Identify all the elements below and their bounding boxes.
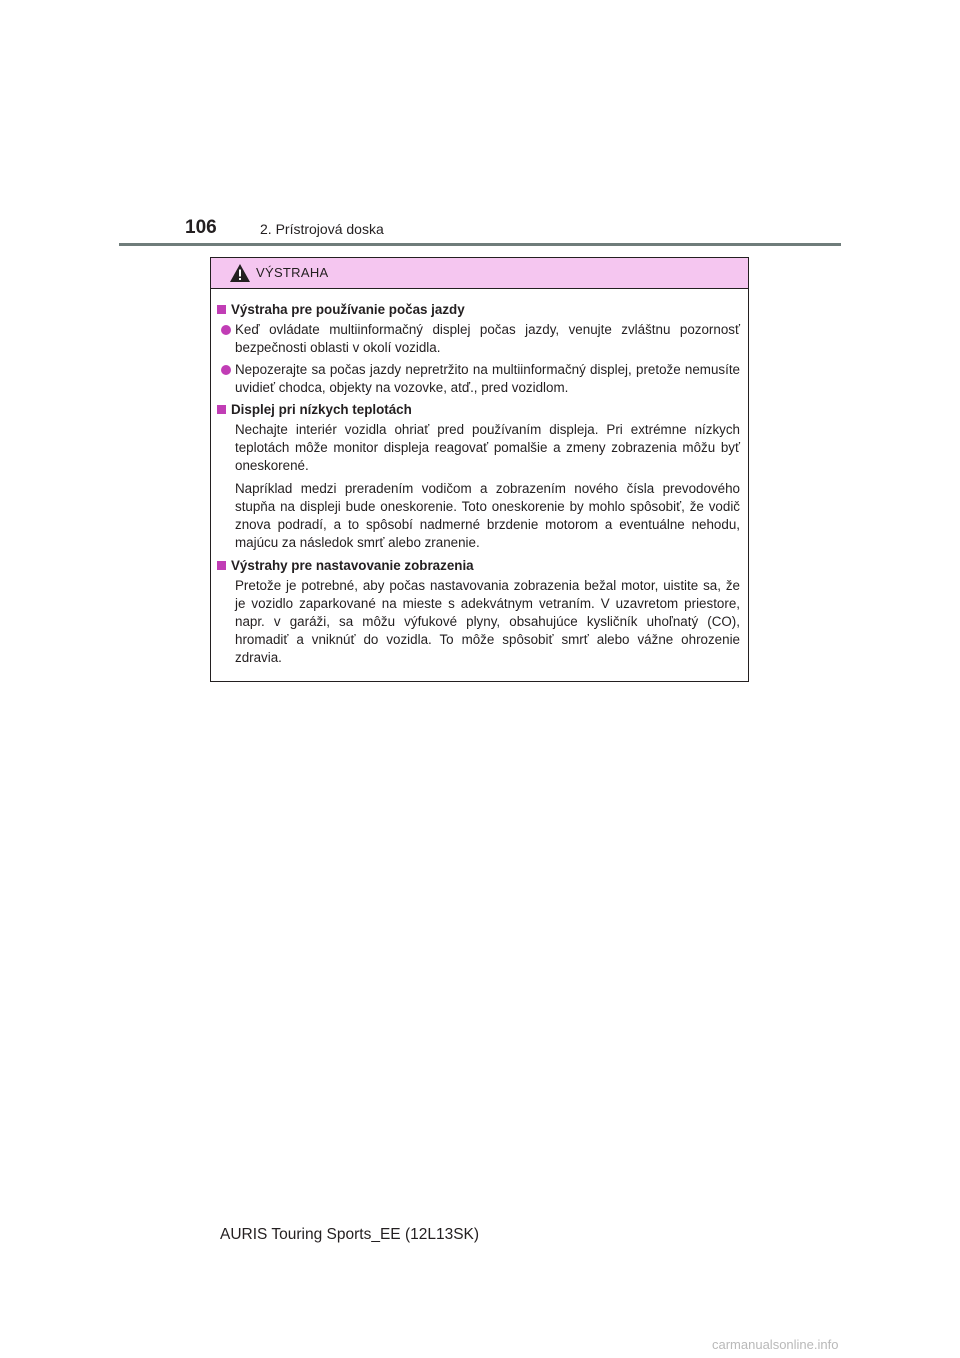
square-bullet-icon (217, 405, 226, 414)
section-heading (217, 401, 740, 419)
bullet-item (217, 361, 740, 397)
warning-triangle-icon (229, 263, 251, 283)
footer-model: AURIS Touring Sports_EE (12L13SK) (220, 1226, 480, 1243)
square-bullet-icon (217, 305, 226, 314)
section-title: 2. Prístrojová doska (260, 221, 384, 237)
paragraph: Pretože je potrebné, aby počas nastavovania zobrazenia bežal motor, uistite sa, že je vozidlo zaparkované na mieste s adekvátnym vetraním. V uzavretom priestore, napr. v garáži, sa môžu výfukové plyny, obsahujúce kysličník uhoľnatý (CO), hromadiť a vniknúť do vozidla. To môže spôsobiť smrť alebo vážne ohrozenie zdravia. (235, 578, 740, 665)
warning-header (211, 258, 748, 289)
section-heading-text: Displej pri nízkych teplotách (231, 402, 412, 417)
section-heading-text: Výstrahy pre nastavovanie zobrazenia (231, 558, 474, 573)
warning-box (210, 257, 749, 682)
paragraph: Nechajte interiér vozidla ohriať pred používaním displeja. Pri extrémne nízkych teplotách môže monitor displeja reagovať pomalšie a zmeny zobrazenia môžu byť oneskorené. (235, 422, 740, 473)
section-heading (217, 301, 740, 319)
warning-body (211, 289, 748, 667)
bullet-item (217, 321, 740, 357)
header-divider (119, 243, 841, 246)
warning-section-low-temperature (217, 401, 740, 552)
bullet-text: Keď ovládate multiinformačný displej počas jazdy, venujte zvláštnu pozornosť bezpečnosti oblasti v okolí vozidla. (235, 322, 740, 355)
round-bullet-icon (221, 325, 231, 335)
warning-title: VÝSTRAHA (256, 265, 329, 280)
square-bullet-icon (217, 561, 226, 570)
warning-section-driving (217, 301, 740, 397)
warning-section-display-settings (217, 557, 740, 667)
bullet-text: Nepozerajte sa počas jazdy nepretržito na multiinformačný displej, pretože nemusíte uvidieť chodca, objekty na vozovke, atď., pred vozidlom. (235, 362, 740, 395)
section-heading (217, 557, 740, 575)
page-number: 106 (185, 217, 217, 238)
watermark: carmanualsonline.info (712, 1337, 839, 1352)
round-bullet-icon (221, 365, 231, 375)
paragraph: Napríklad medzi preradením vodičom a zobrazením nového čísla prevodového stupňa na displeji bude oneskorenie. Toto oneskorenie by mohlo spôsobiť, že vodič znova podradí, a to spôsobí nadmerné brzdenie motorom a eventuálne nehodu, majúcu za následok smrť alebo zranenie. (235, 481, 740, 550)
section-heading-text: Výstraha pre používanie počas jazdy (231, 302, 465, 317)
